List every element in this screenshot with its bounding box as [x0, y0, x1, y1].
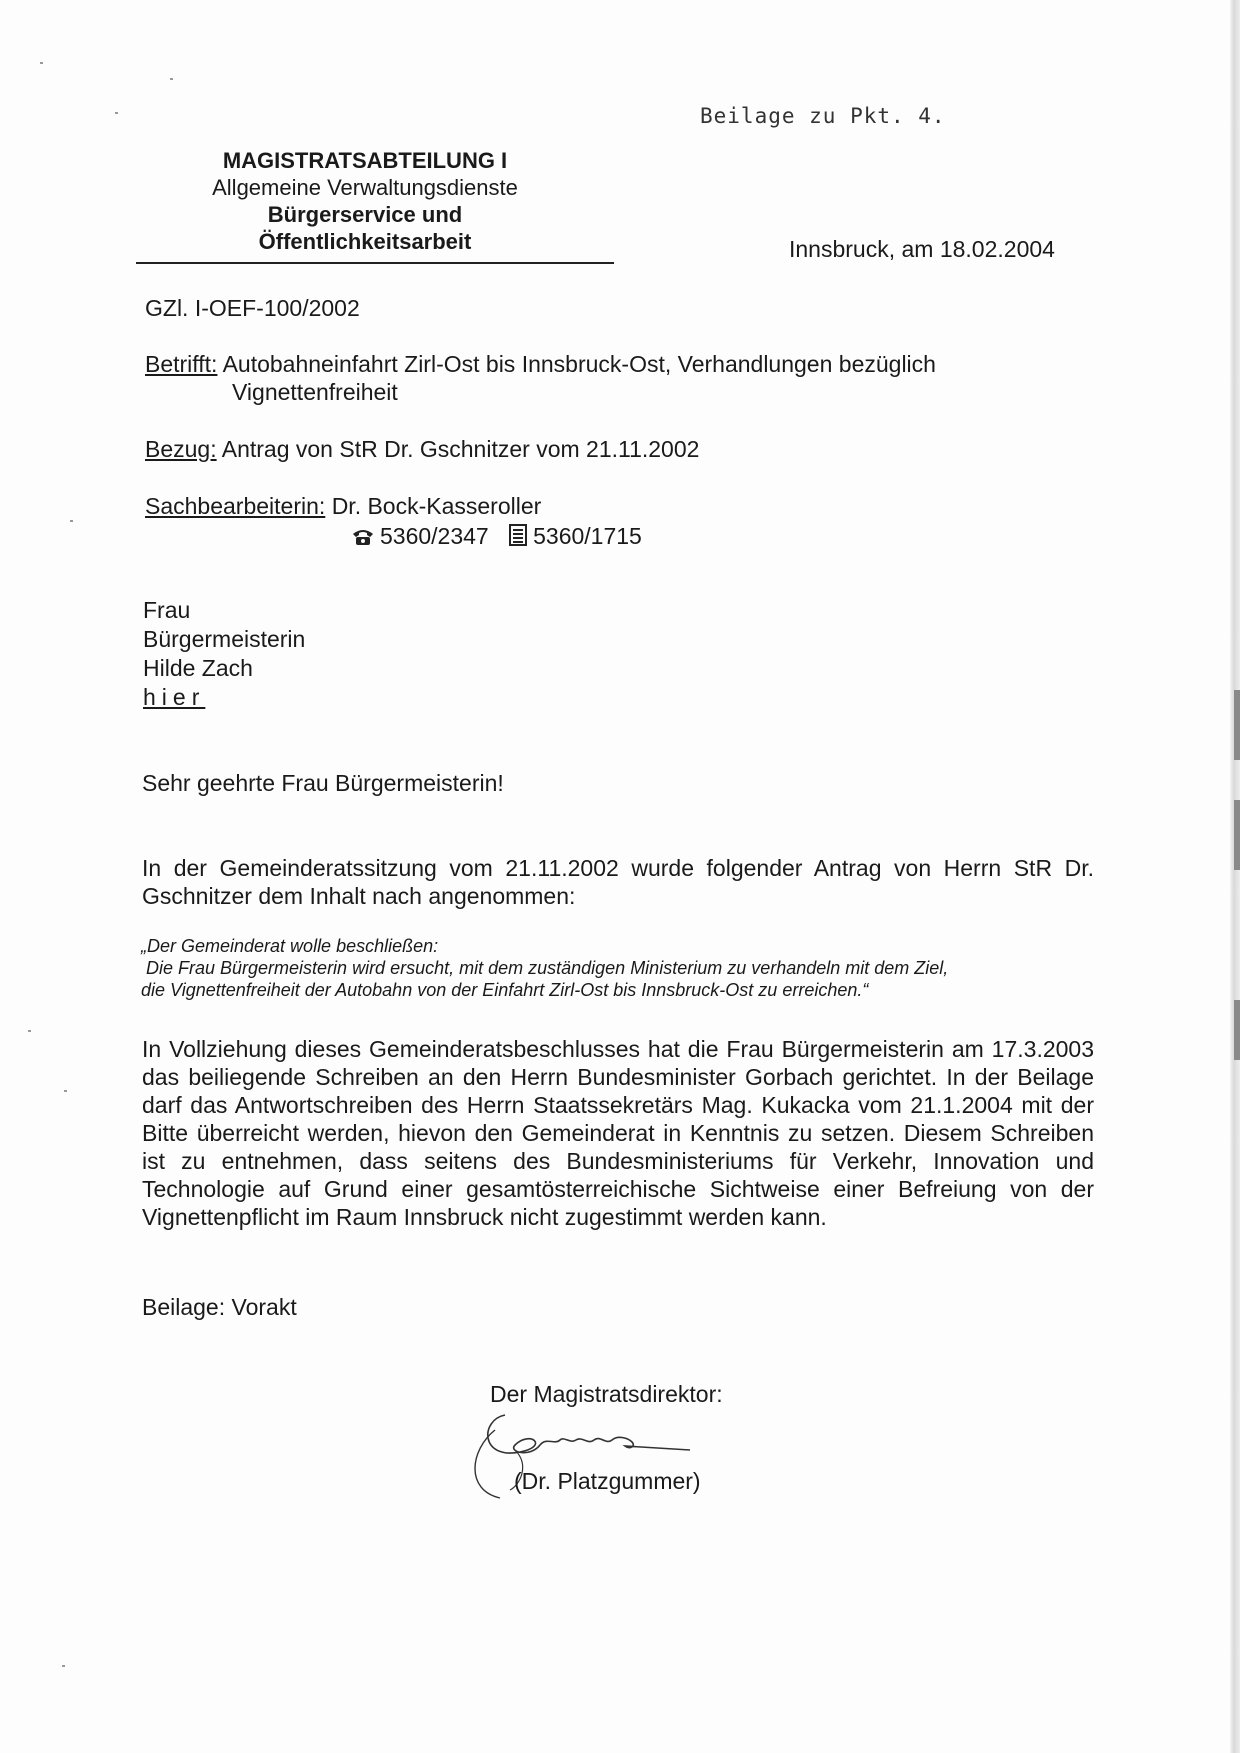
recipient-line-1: Frau — [143, 597, 191, 623]
department-section: Bürgerservice und — [267, 202, 463, 227]
signature-title: Der Magistratsdirektor: — [490, 1381, 723, 1407]
clerk-label: Sachbearbeiterin: — [145, 493, 326, 519]
subject-label: Betrifft: — [145, 351, 218, 377]
subject-line-2: Vignettenfreiheit — [232, 379, 398, 405]
scan-edge — [1230, 0, 1240, 1753]
phone-number: 5360/2347 — [380, 523, 489, 549]
clerk-block — [145, 492, 541, 520]
department-title: MAGISTRATSABTEILUNG I — [222, 148, 508, 173]
scan-speck — [70, 520, 73, 522]
bezug-text: Antrag von StR Dr. Gschnitzer vom 21.11.2002 — [221, 436, 700, 462]
telephone-icon — [352, 524, 374, 552]
scan-speck — [28, 1030, 31, 1032]
department-subtitle: Allgemeine Verwaltungsdienste — [212, 175, 518, 200]
letterhead — [150, 147, 580, 255]
scan-speck — [40, 62, 43, 64]
clerk-contacts — [352, 522, 642, 552]
clerk-name: Dr. Bock-Kasseroller — [331, 493, 542, 519]
scan-speck — [62, 1665, 65, 1667]
enclosure: Beilage: Vorakt — [142, 1294, 297, 1320]
quote-line-3: die Vignettenfreiheit der Autobahn von der Einfahrt Zirl-Ost bis Innsbruck-Ost zu erreichen.“ — [141, 980, 869, 1000]
recipient-line-4: hier — [143, 684, 206, 710]
salutation: Sehr geehrte Frau Bürgermeisterin! — [142, 770, 504, 796]
paragraph-2: In Vollziehung dieses Gemeinderatsbeschlusses hat die Frau Bürgermeisterin am 17.3.2003 das beiliegende Schreiben an den Herrn Bundesminister Gorbach gerichtet. In der Beilage darf das Antwortschreiben des Herrn Staatssekretärs Mag. Kukacka vom 21.1.2004 mit der Bitte überreicht werden, hievon den Gemeinderat in Kenntnis zu setzen. Diesem Schreiben ist zu entnehmen, dass seitens des Bundesministeriums für Verkehr, Innovation und Technologie auf Grund einer gesamtösterreichische Sichtweise einer Befreiung von der Vignettenpflicht im Raum Innsbruck nicht zugestimmt werden kann. — [142, 1036, 1094, 1230]
quote-line-2: Die Frau Bürgermeisterin wird ersucht, mit dem zuständigen Ministerium zu verhandeln mit dem Ziel, — [146, 958, 949, 978]
place-date: Innsbruck, am 18.02.2004 — [789, 236, 1055, 262]
bezug-label: Bezug: — [145, 436, 217, 462]
reference-number: GZl. I-OEF-100/2002 — [145, 295, 360, 321]
recipient-line-2: Bürgermeisterin — [143, 626, 306, 652]
scan-speck — [115, 112, 118, 114]
signatory-name: (Dr. Platzgummer) — [514, 1468, 701, 1494]
subject-line-1: Autobahneinfahrt Zirl-Ost bis Innsbruck-Ost, Verhandlungen bezüglich — [222, 351, 936, 377]
scan-speck — [170, 78, 173, 80]
scan-speck — [64, 1090, 67, 1092]
subject-block — [145, 350, 936, 378]
letterhead-rule — [136, 262, 614, 264]
quote-line-1: „Der Gemeinderat wolle beschließen: — [141, 936, 439, 956]
typewriter-stamp: Beilage zu Pkt. 4. — [700, 104, 946, 128]
paragraph-1: In der Gemeinderatssitzung vom 21.11.2002 wurde folgender Antrag von Herrn StR Dr. Gschnitzer dem Inhalt nach angenommen: — [142, 855, 1094, 909]
fax-number: 5360/1715 — [533, 523, 642, 549]
bezug-block — [145, 435, 699, 463]
department-section-2: Öffentlichkeitsarbeit — [258, 229, 472, 254]
fax-icon — [509, 524, 527, 552]
recipient-line-3: Hilde Zach — [143, 655, 253, 681]
